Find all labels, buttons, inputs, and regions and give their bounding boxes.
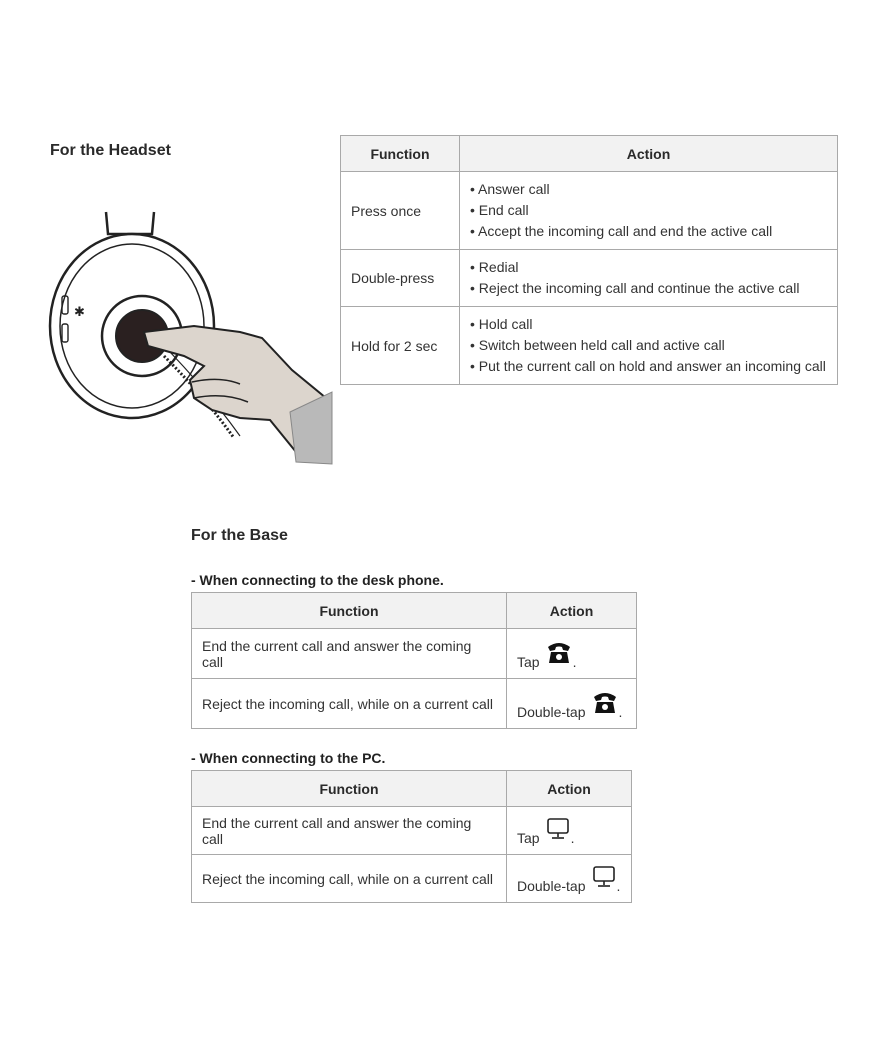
desk-col-action: Action <box>507 593 637 629</box>
svg-text:✱: ✱ <box>74 305 85 320</box>
action-cell <box>507 679 637 729</box>
action-label: Double-tap <box>517 704 586 720</box>
table-row <box>192 629 637 679</box>
table-row <box>192 807 632 855</box>
table-row <box>341 172 838 250</box>
action-cell <box>507 855 632 903</box>
action-cell <box>460 307 838 385</box>
action-item: • Accept the incoming call and end the active call <box>470 221 827 242</box>
action-cell <box>507 629 637 679</box>
action-suffix: . <box>570 830 575 846</box>
action-cell <box>460 250 838 307</box>
action-cell <box>507 807 632 855</box>
desk-phone-table <box>191 592 637 729</box>
function-cell: Reject the incoming call, while on a current call <box>192 679 507 729</box>
action-item: • Switch between held call and active call <box>470 335 827 356</box>
action-label: Double-tap <box>517 878 586 894</box>
function-cell: Reject the incoming call, while on a current call <box>192 855 507 903</box>
action-item: • Reject the incoming call and continue the active call <box>470 278 827 299</box>
table-row <box>192 855 632 903</box>
table-row <box>341 307 838 385</box>
desk-phone-subtitle: - When connecting to the desk phone. <box>191 572 444 588</box>
monitor-icon <box>546 817 570 844</box>
action-item: • End call <box>470 200 827 221</box>
action-item: • Answer call <box>470 179 827 200</box>
function-cell: Hold for 2 sec <box>341 307 460 385</box>
function-cell: End the current call and answer the coming call <box>192 629 507 679</box>
pc-table <box>191 770 632 903</box>
action-item: • Hold call <box>470 314 827 335</box>
action-cell <box>460 172 838 250</box>
desk-phone-icon <box>546 639 572 668</box>
function-cell: End the current call and answer the coming call <box>192 807 507 855</box>
action-item: • Redial <box>470 257 827 278</box>
table-row <box>192 679 637 729</box>
action-suffix: . <box>618 704 623 720</box>
action-suffix: . <box>616 878 621 894</box>
headset-functions-table <box>340 135 838 385</box>
headset-col-function: Function <box>341 136 460 172</box>
pc-subtitle: - When connecting to the PC. <box>191 750 386 766</box>
headset-col-action: Action <box>460 136 838 172</box>
base-section-title: For the Base <box>191 527 288 544</box>
pc-col-action: Action <box>507 771 632 807</box>
pc-col-function: Function <box>192 771 507 807</box>
headset-illustration <box>44 206 336 468</box>
table-row <box>341 250 838 307</box>
desk-phone-icon <box>592 689 618 718</box>
action-item: • Put the current call on hold and answer an incoming call <box>470 356 827 377</box>
action-suffix: . <box>572 654 577 670</box>
desk-col-function: Function <box>192 593 507 629</box>
action-label: Tap <box>517 654 540 670</box>
function-cell: Press once <box>341 172 460 250</box>
headset-section-title: For the Headset <box>50 142 171 159</box>
monitor-icon <box>592 865 616 892</box>
function-cell: Double-press <box>341 250 460 307</box>
action-label: Tap <box>517 830 540 846</box>
